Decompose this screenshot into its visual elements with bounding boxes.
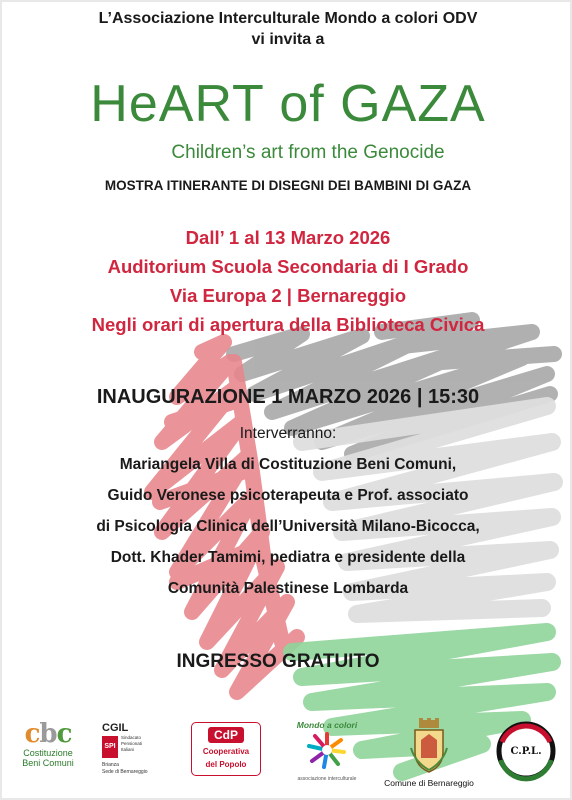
- speaker-line: di Psicologia Clinica dell’Università Milano-Bicocca,: [96, 518, 480, 535]
- people-circle-icon: [304, 730, 350, 770]
- speaker-line: Dott. Khader Tamimi, pediatra e presidente della: [110, 549, 466, 566]
- cgil-foot-text: Brianza Sede di Bernareggio: [102, 762, 148, 775]
- sponsor-logos: [2, 718, 572, 798]
- cgil-title: CGIL: [102, 722, 129, 734]
- exhibition-description: MOSTRA ITINERANTE DI DISEGNI DEI BAMBINI DI GAZA: [104, 178, 472, 193]
- cbc-logo: [16, 720, 80, 768]
- event-details: [2, 223, 572, 339]
- spi-box: SPI: [102, 736, 118, 758]
- mondo-a-colori-logo: [294, 720, 360, 784]
- cgil-spi-logo: [102, 722, 164, 780]
- event-subtitle: Children’s art from the Genocide: [171, 142, 445, 163]
- speaker-line: Guido Veronese psicoterapeuta e Prof. associato: [107, 487, 469, 504]
- cgil-side-text: Sindacato Pensionati Italiani: [121, 735, 143, 752]
- inauguration-line: INAUGURAZIONE 1 MARZO 2026 | 15:30: [96, 386, 480, 408]
- cdp-logo: [191, 722, 261, 776]
- speakers-intro: Interverranno:: [239, 425, 337, 442]
- event-hours: Negli orari di apertura della Biblioteca Civica: [91, 314, 485, 335]
- event-venue: Auditorium Scuola Secondaria di I Grado: [107, 256, 469, 277]
- cpl-label: C.P.L.: [510, 746, 542, 757]
- cbc-mark: cbc: [24, 719, 72, 749]
- cdp-mark: CdP: [208, 727, 244, 743]
- comune-name: Comune di Bernareggio: [384, 778, 474, 788]
- cbc-name-line2: Beni Comuni: [22, 758, 74, 768]
- mondo-name: Mondo a colori: [296, 720, 358, 730]
- cpl-logo: [495, 720, 557, 784]
- mondo-subtitle: associazione interculturale: [297, 776, 357, 782]
- comune-logo: [374, 718, 484, 796]
- event-address: Via Europa 2 | Bernareggio: [169, 285, 407, 306]
- event-dates: Dall’ 1 al 13 Marzo 2026: [185, 227, 391, 248]
- speaker-line: Comunità Palestinese Lombarda: [167, 580, 409, 597]
- invite-line: vi invita a: [251, 31, 325, 48]
- invitation-header: [2, 8, 572, 50]
- cdp-name-line1: Cooperativa: [202, 747, 250, 756]
- organizer-line: L’Associazione Interculturale Mondo a colori ODV: [98, 10, 478, 27]
- cbc-name-line1: Costituzione: [23, 748, 73, 758]
- free-entry-notice: INGRESSO GRATUITO: [176, 651, 380, 672]
- cdp-name-line2: del Popolo: [205, 760, 247, 769]
- speakers-block: [2, 418, 572, 604]
- coat-of-arms-icon: [409, 718, 449, 774]
- event-title: HeART of GAZA: [90, 75, 486, 133]
- speaker-line: Mariangela Villa di Costituzione Beni Comuni,: [119, 456, 457, 473]
